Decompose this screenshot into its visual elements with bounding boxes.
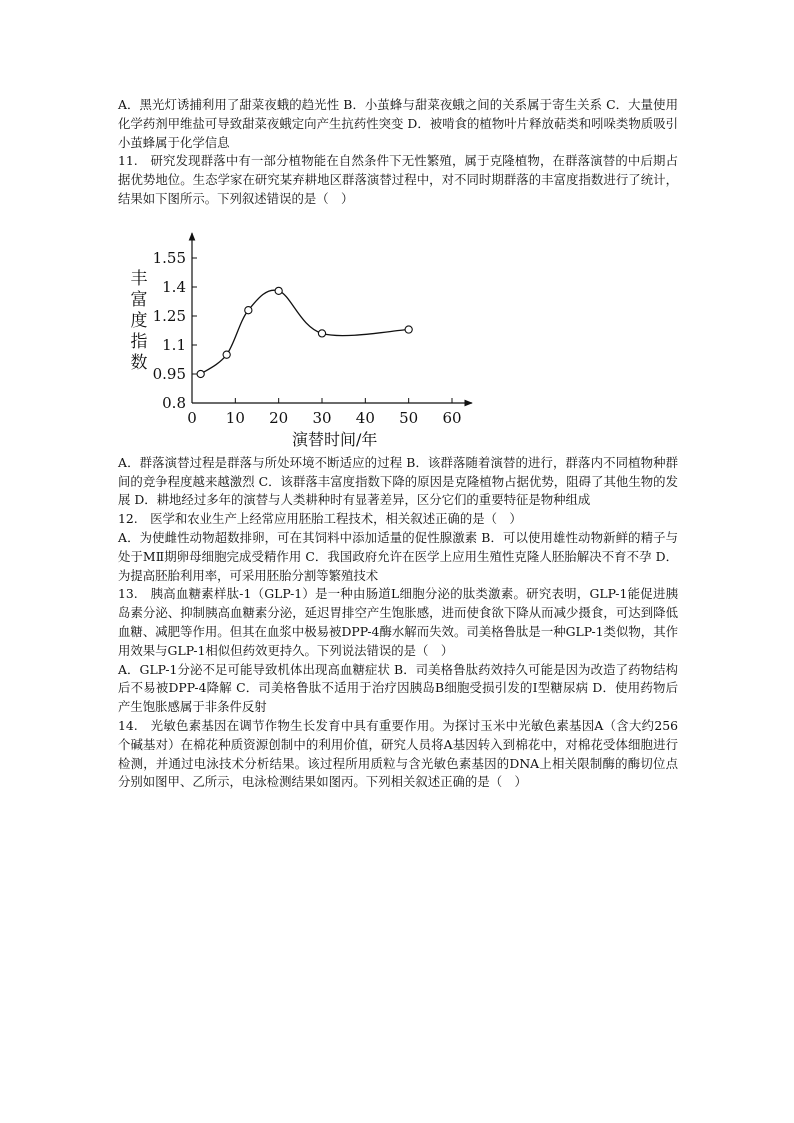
y-label-char: 度	[130, 310, 148, 331]
data-point	[318, 330, 325, 337]
richness-chart	[122, 223, 462, 449]
q11-stem: 11. 研究发现群落中有一部分植物能在自然条件下无性繁殖，属于克隆植物，在群落演替的中后期占据优势地位。生态学家在研究某弃耕地区群落演替过程中，对不同时期群落的丰富度指数进行了统计，结果如下图所示。下列叙述错误的是（ ）	[118, 153, 678, 206]
x-tick-label: 10	[225, 408, 245, 427]
q10-options: A．黑光灯诱捕利用了甜菜夜蛾的趋光性 B．小茧蜂与甜菜夜蛾之间的关系属于寄生关系 C．大量使用化学药剂甲维盐可导致甜菜夜蛾定向产生抗药性突变 D．被啃食的植物叶片释放萜类和吲哚类物质吸引小茧蜂属于化学信息	[118, 97, 678, 150]
chart-svg	[122, 223, 462, 449]
y-label-char: 数	[130, 352, 148, 373]
q13-options: A．GLP-1分泌不足可能导致机体出现高血糖症状 B．司美格鲁肽药效持久可能是因为改造了药物结构后不易被DPP-4降解 C．司美格鲁肽不适用于治疗因胰岛B细胞受损引发的Ⅰ型糖尿病 D．使用药物后产生饱胀感属于非条件反射	[118, 661, 678, 715]
data-point	[223, 351, 230, 358]
y-tick-label: 1.4	[162, 277, 186, 296]
x-tick-label: 0	[187, 408, 197, 427]
x-tick-label: 60	[442, 408, 462, 427]
data-point	[405, 326, 412, 333]
y-tick-label: 0.8	[162, 393, 186, 412]
y-label-char: 指	[130, 331, 148, 352]
y-tick-label: 1.25	[152, 306, 186, 325]
y-label-char: 丰	[130, 268, 148, 289]
y-tick-label: 1.55	[152, 248, 186, 267]
y-tick-label: 1.1	[162, 335, 186, 354]
data-point	[245, 306, 252, 313]
x-tick-label: 20	[269, 408, 289, 427]
x-axis-title: 演替时间/年	[292, 429, 378, 449]
x-tick-label: 40	[355, 408, 375, 427]
data-point	[275, 287, 282, 294]
q12-options: A．为使雌性动物超数排卵，可在其饲料中添加适量的促性腺激素 B．可以使用雄性动物新鲜的精子与处于MⅡ期卵母细胞完成受精作用 C．我国政府允许在医学上应用生殖性克隆人胚胎解决不育不孕 D．为提高胚胎利用率，可采用胚胎分割等繁殖技术	[118, 529, 678, 583]
y-tick-label: 0.95	[152, 364, 186, 383]
series-curve	[201, 290, 409, 374]
x-tick-label: 30	[312, 408, 332, 427]
x-tick-label: 50	[399, 408, 419, 427]
q14-stem: 14. 光敏色素基因在调节作物生长发育中具有重要作用。为探讨玉米中光敏色素基因A（含大约256个碱基对）在棉花种质资源创制中的利用价值，研究人员将A基因转入到棉花中，对棉花受体细胞进行检测，并通过电泳技术分析结果。该过程所用质粒与含光敏色素基因的DNA上相关限制酶的酶切位点分别如图甲、乙所示，电泳检测结果如图丙。下列相关叙述正确的是（ ）	[118, 717, 678, 790]
q13-stem: 13. 胰高血糖素样肽-1（GLP-1）是一种由肠道L细胞分泌的肽类激素。研究表明，GLP-1能促进胰岛素分泌、抑制胰高血糖素分泌，延迟胃排空产生饱胀感，进而使食欲下降从而减少摄食，可达到降低血糖、减肥等作用。但其在血浆中极易被DPP-4酶水解而失效。司美格鲁肽是一种GLP-1类似物，其作用效果与GLP-1相似但药效更持久。下列说法错误的是（ ）	[118, 586, 678, 658]
q12-stem: 12. 医学和农业生产上经常应用胚胎工程技术，相关叙述正确的是（ ）	[118, 511, 522, 527]
q11-options: A．群落演替过程是群落与所处环境不断适应的过程 B．该群落随着演替的进行，群落内不同植物种群间的竞争程度越来越激烈 C．该群落丰富度指数下降的原因是克隆植物占据优势，阻碍了其他生物的发展 D．耕地经过多年的演替与人类耕种时有显著差异，区分它们的重要特征是物种组成	[118, 454, 678, 508]
data-point	[197, 370, 204, 377]
document-page	[118, 96, 678, 792]
y-label-char: 富	[130, 289, 148, 310]
